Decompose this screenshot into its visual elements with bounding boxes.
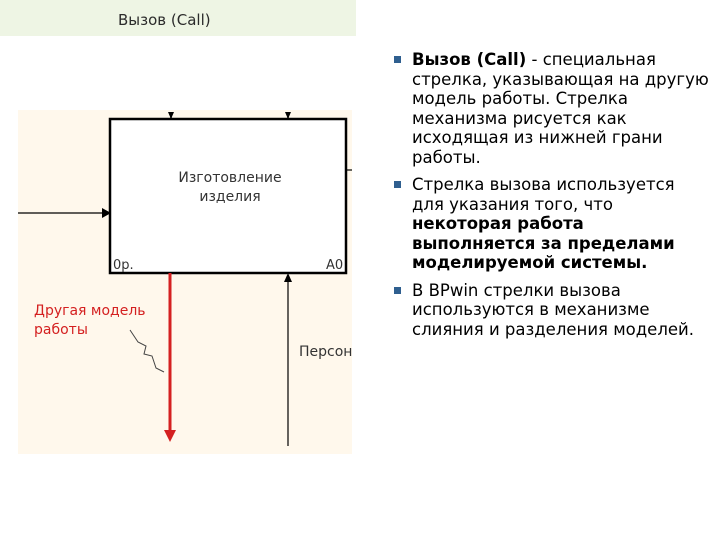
bullet-item <box>392 281 710 340</box>
call-label-squiggle <box>130 330 164 372</box>
bullet-text: Стрелка вызова используется для указания того, что <box>412 175 675 214</box>
idef0-diagram <box>18 110 352 454</box>
bullet-text: В BPwin стрелки вызова используются в механизме слияния и разделения моделей. <box>412 280 694 339</box>
slide-title: Вызов (Call) <box>118 11 211 29</box>
box-number: А0 <box>326 258 344 273</box>
bullet-bold-text: некоторая работа выполняется за пределами моделируемой системы. <box>412 214 675 272</box>
bullet-item <box>392 175 710 273</box>
call-arrow-head <box>164 430 176 442</box>
call-label-line1: Другая модель <box>34 303 146 319</box>
bullet-list <box>392 50 710 347</box>
bullet-item <box>392 50 710 167</box>
bullet-bold-text: Вызов (Call) <box>412 50 527 69</box>
bullet-text: - специальная стрелка, указывающая на другую модель работы. Стрелка механизма рисуется как исходящая из нижней грани работы. <box>412 50 709 167</box>
call-label-line2: работы <box>34 322 88 338</box>
mechanism-label: Персон <box>299 344 352 360</box>
title-band <box>0 0 356 36</box>
bullet-square-icon <box>394 181 401 188</box>
box-node-code: 0р. <box>113 258 134 273</box>
mechanism-arrow-head <box>284 273 292 282</box>
box-label-line1: Изготовление <box>178 170 282 186</box>
bullet-square-icon <box>394 287 401 294</box>
diagram-canvas <box>18 110 352 454</box>
box-label-line2: изделия <box>199 189 261 205</box>
bullet-square-icon <box>394 56 401 63</box>
